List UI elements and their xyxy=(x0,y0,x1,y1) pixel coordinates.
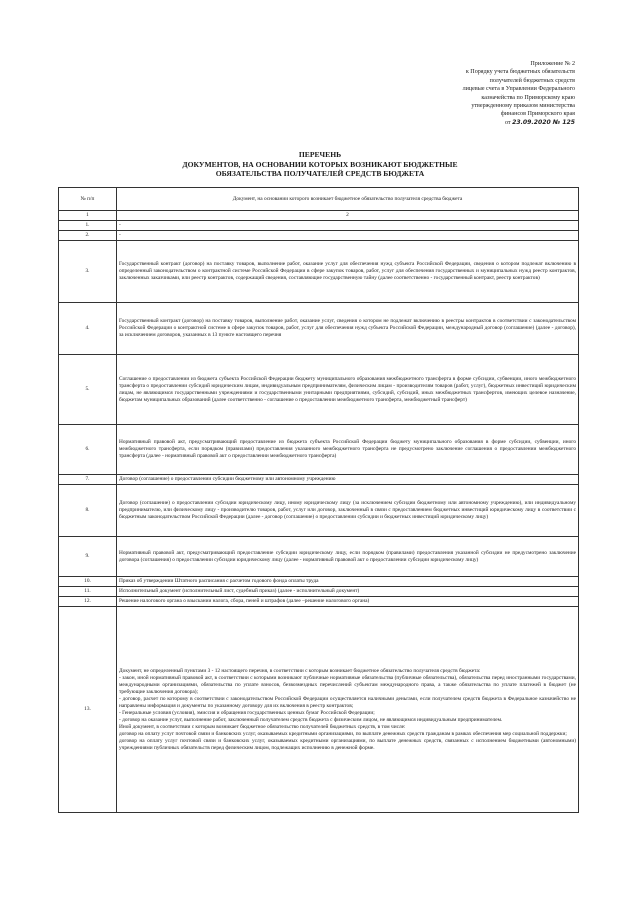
row-paragraph: Иной документ, в соответствии с которым возникает бюджетное обязательство получателей бюджетных средств, в том числе: xyxy=(119,723,406,730)
appendix-date xyxy=(380,119,575,127)
row-document xyxy=(117,221,579,231)
row-number: 1. xyxy=(59,221,117,231)
row-paragraph: Договор (соглашение) о предоставлении субсидии бюджетному или автономному учреждению xyxy=(119,476,336,482)
row-paragraph: - xyxy=(119,232,121,238)
appendix-line: утвержденному приказом министерства xyxy=(471,103,575,110)
row-number: 9. xyxy=(59,537,117,577)
table-row xyxy=(59,587,579,597)
row-paragraph: Государственный контракт (договор) на поставку товаров, выполнение работ, оказание услуг, сведения о котором не подлежат включению в реестры контрактов в соответствии с законодательством Российской Федерации о контрактной системе в сфере закупок товаров, работ, услуг для обеспечения нужд субъекта Российской Федерации, международный договор (соглашение) (далее - договор), за исключением договоров, указанных в 13 пункте настоящего перечня xyxy=(119,318,576,338)
table-row xyxy=(59,425,579,475)
header-number: № п/п xyxy=(59,188,117,211)
row-paragraph: Государственный контракт (договор) на поставку товаров, выполнение работ, оказание услуг для обеспечения нужд субъекта Российской Федерации, сведения о котором подлежат включению в определенный законодательством о контрактной системе Российской Федерации в сфере закупок товаров, работ, услуг для обеспечения государственных и муниципальных нужд реестр контрактов, заключенных заказчиками, или реестр контрактов, содержащий сведения, составляющие государственную тайну (далее соответственно - государственный контракт, реестр контрактов) xyxy=(119,261,576,281)
row-paragraph: Договор (соглашение) о предоставлении субсидии юридическому лицу, иному юридическому лицу (за исключением субсидии бюджетному или автономному учреждению), или индивидуальному предпринимателю, или физическому лицу - производителю товаров, работ, услуг или договор, заключенный в связи с предоставлением бюджетных инвестиций юридическому лицу в соответствии с бюджетным законодательством Российской Федерации (далее - договор (соглашение) о предоставлении субсидии и бюджетных инвестиций юридическому лицу) xyxy=(119,500,576,520)
row-paragraph: договор на оплату услуг почтовой связи и банковских услуг, оказываемых кредитными организациями, по выплате денежных средств, связанных с исполнением бюджетными (автономными) учреждениями публичных обязательств перед физическим лицом, подлежащих исполнению в денежной форме. xyxy=(119,737,576,751)
row-paragraph: Решение налогового органа о взыскании налога, сбора, пеней и штрафов (далее –решение налогового органа) xyxy=(119,598,370,604)
row-paragraph: Приказ об утверждении Штатного расписания с расчетом годового фонда оплаты труда xyxy=(119,578,319,584)
row-paragraph: договор на оплату услуг почтовой связи и банковских услуг, оказываемых кредитными организациями, по выплате денежных средств гражданам в рамках обеспечения мер социальной поддержки; xyxy=(119,730,567,737)
row-document xyxy=(117,607,579,813)
document-title xyxy=(100,150,540,179)
row-number: 10. xyxy=(59,577,117,587)
row-document xyxy=(117,587,579,597)
row-paragraph: Соглашение о предоставлении из бюджета субъекта Российской Федерации бюджету муниципального образования межбюджетного трансферта в форме субсидии, субвенции, иного межбюджетного трансферта о предоставлении субсидий юридическим лицам, индивидуальным предпринимателям, физическим лицам - производителям товаров (работ, услуг), бюджетных инвестиций юридическим лицам, не являющимся государственными учреждениями и государственными унитарными предприятиями, субсидий, субсидий, иных межбюджетных трансфертов, имеющих целевое назначение, бюджетам муниципальных образований (далее соответственно - соглашение о предоставлении межбюджетного трансферта, межбюджетный трансферт) xyxy=(119,375,576,403)
row-paragraph: - xyxy=(119,222,121,228)
row-paragraph: - договор, расчет по которому в соответствии с законодательством Российской Федерации осуществляется наличными деньгами, если получателем средств бюджета в Федеральное казначейство не направлены информация и документы по указанному договору для их включения в реестр контрактов; xyxy=(119,695,576,709)
row-document xyxy=(117,577,579,587)
row-document xyxy=(117,355,579,425)
header-document: Документ, на основании которого возникает бюджетное обязательство получателя средства бюджета xyxy=(117,188,579,211)
index-cell: 1 xyxy=(59,211,117,221)
row-document xyxy=(117,425,579,475)
table-row xyxy=(59,355,579,425)
row-document xyxy=(117,303,579,355)
index-cell: 2 xyxy=(117,211,579,221)
appendix-line: получателей бюджетных средств xyxy=(489,77,575,84)
index-row xyxy=(59,211,579,221)
table-row xyxy=(59,221,579,231)
row-paragraph: Документ, не определенный пунктами 3 - 12 настоящего перечня, в соответствии с которым возникает бюджетное обязательство получателя средств бюджета: xyxy=(119,667,481,674)
title-line-3: ОБЯЗАТЕЛЬСТВА ПОЛУЧАТЕЛЕЙ СРЕДСТВ БЮДЖЕТА xyxy=(215,169,425,179)
row-number: 11. xyxy=(59,587,117,597)
table-row xyxy=(59,475,579,485)
row-number: 7. xyxy=(59,475,117,485)
row-paragraph: - закон, иной нормативный правовой акт, в соответствии с которыми возникают публичные нормативные обязательства (публичные обязательства), обязательства перед иностранными государствами, международными организациями, обязательства по уплате взносов, безвозмездных перечислений субъектам международного права, а также обязательства по уплате платежей в бюджет (не требующие заключения договора); xyxy=(119,674,576,695)
row-paragraph: Нормативный правовой акт, предусматривающий предоставление из бюджета субъекта Российской Федерации бюджету муниципального образования в форме субсидии, субвенции, иного межбюджетного трансферта, если порядком (правилами) предоставления указанного межбюджетного трансферта не предусмотрено заключение соглашения о предоставлении межбюджетного трансферта (далее - нормативный правовой акт о предоставлении межбюджетного трансферта) xyxy=(119,439,576,459)
row-paragraph: Исполнительный документ (исполнительный лист, судебный приказ) (далее - исполнительный документ) xyxy=(119,588,360,594)
appendix-line: Приложение № 2 xyxy=(530,61,575,67)
table-row xyxy=(59,537,579,577)
appendix-line: к Порядку учета бюджетных обязательств xyxy=(465,69,575,76)
table-row xyxy=(59,241,579,303)
row-document xyxy=(117,597,579,607)
row-number: 12. xyxy=(59,597,117,607)
table-row xyxy=(59,607,579,813)
row-document xyxy=(117,231,579,241)
row-number: 5. xyxy=(59,355,117,425)
row-number: 13. xyxy=(59,607,117,813)
row-number: 4. xyxy=(59,303,117,355)
row-paragraph: Нормативный правовой акт, предусматривающий предоставление субсидии юридическому лицу, если порядком (правилами) предоставления указанной субсидии не предусмотрено заключение договора (соглашения) о предоставлении субсидии юридическому лицу (далее - нормативный правовой акт о предоставлении субсидии юридическому лицу) xyxy=(119,549,576,563)
row-document xyxy=(117,485,579,537)
title-line-2: ДОКУМЕНТОВ, НА ОСНОВАНИИ КОТОРЫХ ВОЗНИКАЮТ БЮДЖЕТНЫЕ xyxy=(182,159,458,169)
appendix-line: финансов Приморского края xyxy=(500,111,575,118)
table-row xyxy=(59,577,579,587)
row-paragraph: - Генеральные условия (условия), эмиссия и обращения государственных ценных бумаг Российской Федерации; xyxy=(119,709,375,716)
row-document xyxy=(117,537,579,577)
date-prefix: от xyxy=(504,119,511,126)
row-number: 3. xyxy=(59,241,117,303)
documents-table xyxy=(58,187,579,813)
row-paragraph: - договор на оказание услуг, выполнение работ, заключенный получателем средств бюджета с физическим лицом, не являющимся индивидуальным предпринимателем. xyxy=(119,716,503,723)
table-row xyxy=(59,231,579,241)
table-header-row xyxy=(59,188,579,211)
table-row xyxy=(59,485,579,537)
appendix-header xyxy=(380,60,575,127)
appendix-line: казначейства по Приморскому краю xyxy=(481,94,575,101)
appendix-line: лицевые счета в Управлении Федерального xyxy=(462,86,575,93)
row-document xyxy=(117,241,579,303)
row-number: 2. xyxy=(59,231,117,241)
handwritten-date: 23.09.2020 № 125 xyxy=(512,118,575,126)
row-document xyxy=(117,475,579,485)
table-row xyxy=(59,597,579,607)
row-number: 8. xyxy=(59,485,117,537)
title-line-1: ПЕРЕЧЕНЬ xyxy=(298,150,342,159)
table-row xyxy=(59,303,579,355)
row-number: 6. xyxy=(59,425,117,475)
